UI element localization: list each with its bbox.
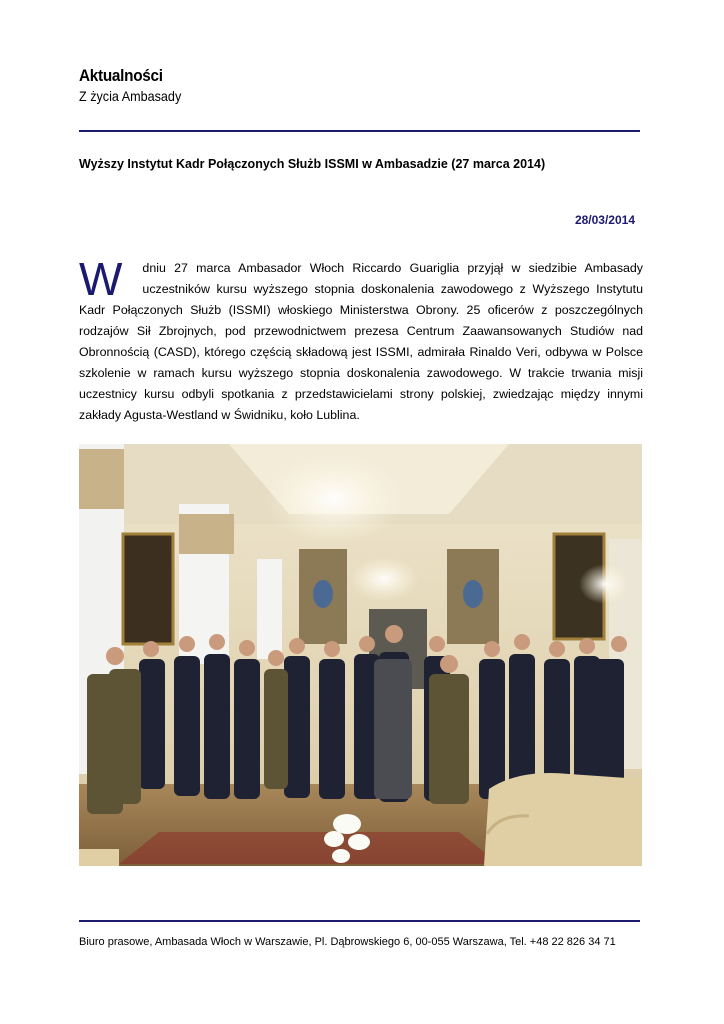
article-headline: Wyższy Instytut Kadr Połączonych Służb ISSMI w Ambasadzie (27 marca 2014) [79, 157, 546, 171]
article-body-text: dniu 27 marca Ambasador Włoch Riccardo Guariglia przyjął w siedzibie Ambasady uczestników kursu wyższego stopnia doskonalenia zawodowego z Wyższego Instytutu Kadr Połączonych Służb (ISSMI) włoskiego Ministerstwa Obrony. 25 oficerów z poszczególnych rodzajów Sił Zbrojnych, pod przewodnictwem prezesa Centrum Zaawansowanych Studiów nad Obronnością (CASD), którego częścią składową jest ISSMI, admirała Rinaldo Veri, odbywa w Polsce szkolenie w ramach kursu wyższego stopnia doskonalenia zawodowego. W trakcie trwania misji uczestnicy kursu odbyli spotkania z przedstawicielami strony polskiej, zwiedzając między innymi zakłady Agusta-Westland w Świdniku, koło Lublina. [79, 261, 643, 422]
header-divider [79, 130, 640, 132]
group-photo [79, 444, 642, 866]
page-subtitle: Z życia Ambasady [79, 88, 182, 104]
page-title: Aktualności [79, 66, 163, 85]
footer-contact: Biuro prasowe, Ambasada Włoch w Warszawie, Pl. Dąbrowskiego 6, 00-055 Warszawa, Tel. +48 22 826 34 71 [79, 936, 616, 948]
footer-divider [79, 920, 640, 922]
article-body [79, 253, 643, 426]
article-date: 28/03/2014 [574, 213, 635, 227]
article-dropcap: W [79, 253, 123, 305]
